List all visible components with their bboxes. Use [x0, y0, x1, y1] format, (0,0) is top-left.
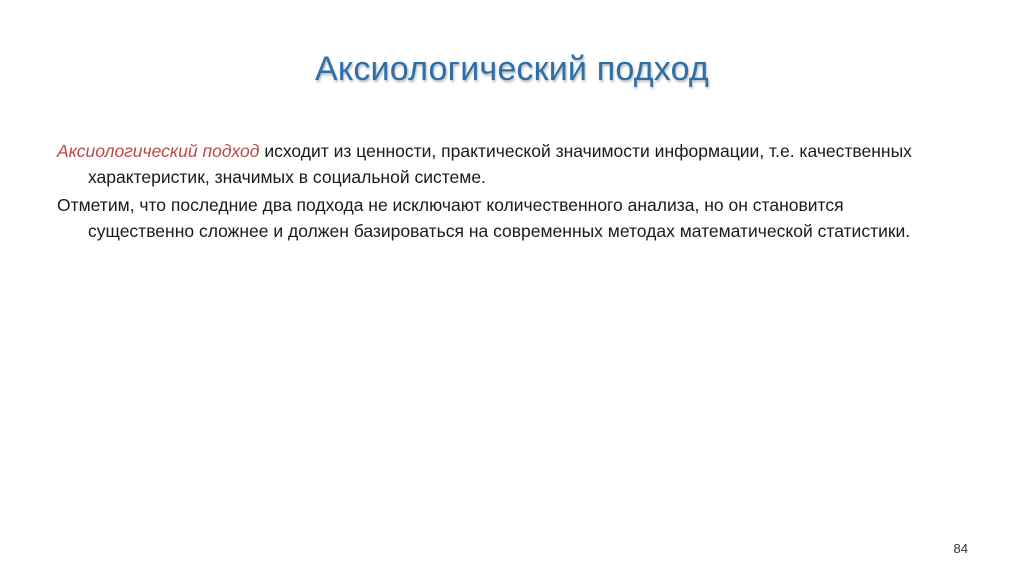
slide-body: [57, 138, 947, 246]
paragraph-text: исходит из ценности, практической значимости информации, т.е. качественных характеристик, значимых в социальной системе.: [88, 141, 912, 187]
paragraph-text: Отметим, что последние два подхода не исключают количественного анализа, но он становится существенно сложнее и должен базироваться на современных методах математической статистики.: [57, 195, 911, 241]
slide-title: Аксиологический подход: [315, 50, 709, 88]
paragraph-axiological: [57, 138, 947, 190]
highlighted-term: Аксиологический подход: [57, 141, 260, 161]
paragraph-note: [57, 192, 947, 244]
page-number: 84: [953, 541, 968, 556]
